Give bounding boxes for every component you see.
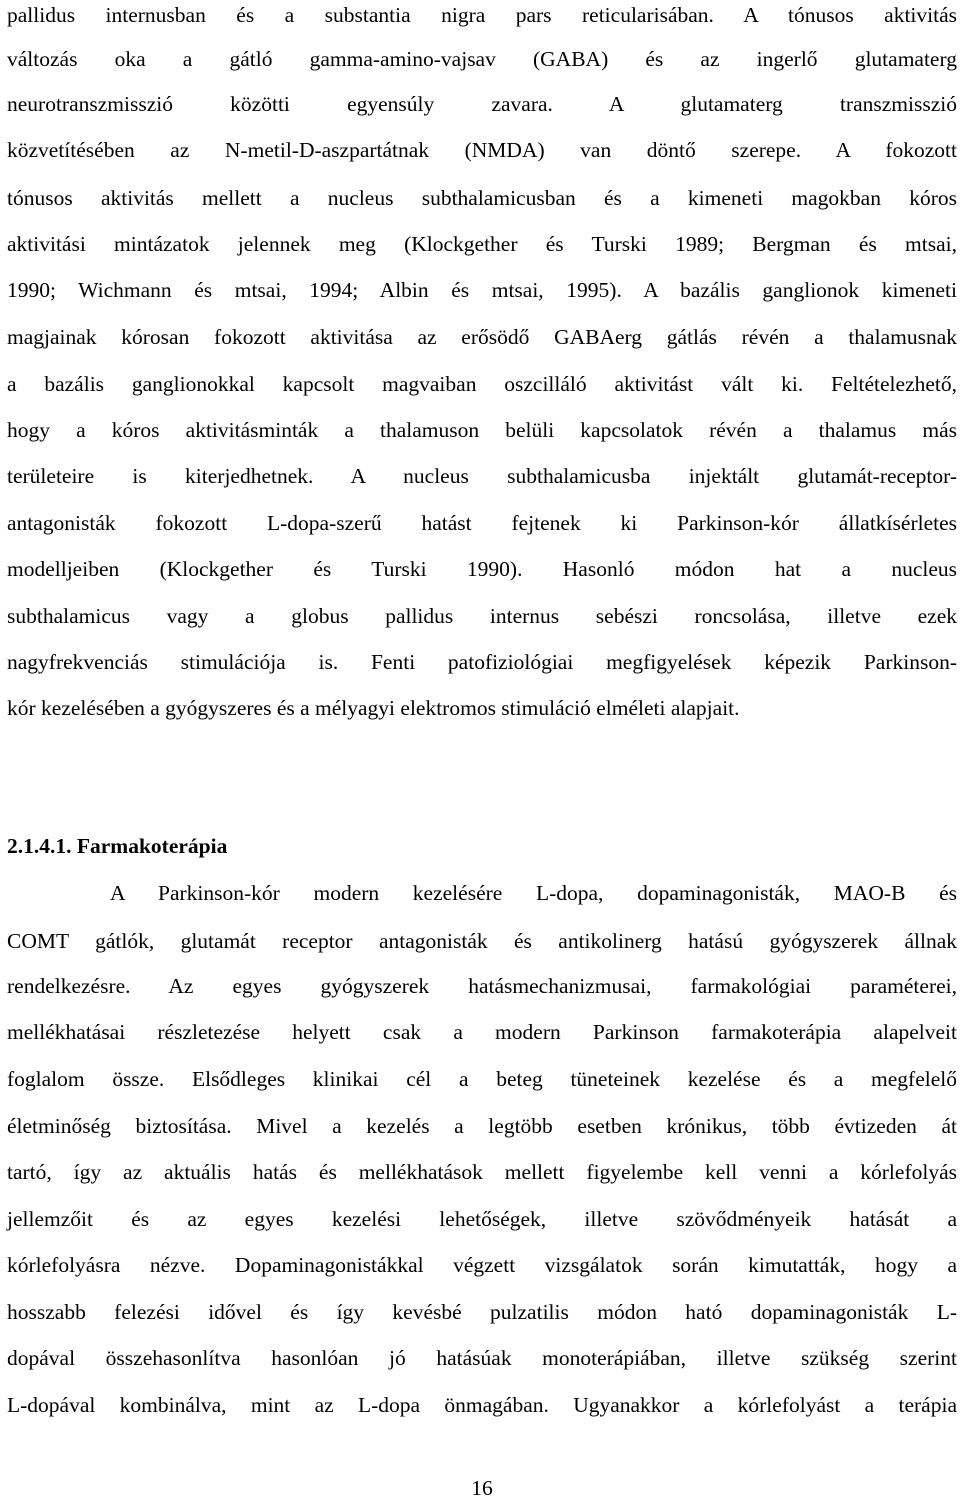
text-line: jellemzőit és az egyes kezelési lehetőségek, illetve szövődményeik hatását a: [7, 1207, 957, 1231]
text-line: aktivitási mintázatok jelennek meg (Klockgether és Turski 1989; Bergman és mtsai,: [7, 232, 957, 256]
text-line: hosszabb felezési idővel és így kevésbé pulzatilis módon ható dopaminagonisták L-: [7, 1300, 957, 1324]
section-heading: 2.1.4.1. Farmakoterápia: [7, 834, 228, 858]
text-line: nagyfrekvenciás stimulációja is. Fenti patofiziológiai megfigyelések képezik Parkinson-: [7, 650, 957, 674]
text-line: életminőség biztosítása. Mivel a kezelés a legtöbb esetben krónikus, több évtizeden át: [7, 1114, 957, 1138]
text-line: területeire is kiterjedhetnek. A nucleus subthalamicusba injektált glutamát-receptor-: [7, 464, 957, 488]
text-line: kórlefolyásra nézve. Dopaminagonistákkal végzett vizsgálatok során kimutatták, hogy a: [7, 1253, 957, 1277]
text-line: neurotranszmisszió közötti egyensúly zavara. A glutamaterg transzmisszió: [7, 92, 957, 116]
text-line: modelljeiben (Klockgether és Turski 1990). Hasonló módon hat a nucleus: [7, 557, 957, 581]
text-line: antagonisták fokozott L-dopa-szerű hatást fejtenek ki Parkinson-kór állatkísérletes: [7, 511, 957, 535]
text-line: mellékhatásai részletezése helyett csak a modern Parkinson farmakoterápia alapelveit: [7, 1020, 957, 1044]
text-line: rendelkezésre. Az egyes gyógyszerek hatásmechanizmusai, farmakológiai paraméterei,: [7, 974, 957, 998]
document-page: [7, 0, 957, 1502]
text-line: hogy a kóros aktivitásminták a thalamuson belüli kapcsolatok révén a thalamus más: [7, 418, 957, 442]
text-line: dopával összehasonlítva hasonlóan jó hatásúak monoterápiában, illetve szükség szerint: [7, 1346, 957, 1370]
text-line: tartó, így az aktuális hatás és mellékhatások mellett figyelembe kell venni a kórlefolyás: [7, 1160, 957, 1184]
text-line: 1990; Wichmann és mtsai, 1994; Albin és mtsai, 1995). A bazális ganglionok kimeneti: [7, 278, 957, 302]
text-line: pallidus internusban és a substantia nigra pars reticularisában. A tónusos aktivitás: [7, 3, 957, 27]
text-line: subthalamicus vagy a globus pallidus internus sebészi roncsolása, illetve ezek: [7, 604, 957, 628]
text-line: változás oka a gátló gamma-amino-vajsav (GABA) és az ingerlő glutamaterg: [7, 47, 957, 71]
text-line: COMT gátlók, glutamát receptor antagonisták és antikolinerg hatású gyógyszerek állnak: [7, 929, 957, 953]
text-line: foglalom össze. Elsődleges klinikai cél a beteg tüneteinek kezelése és a megfelelő: [7, 1067, 957, 1091]
text-line: A Parkinson-kór modern kezelésére L-dopa, dopaminagonisták, MAO-B és: [110, 881, 957, 905]
text-line: magjainak kórosan fokozott aktivitása az erősödő GABAerg gátlás révén a thalamusnak: [7, 325, 957, 349]
text-line: a bazális ganglionokkal kapcsolt magvaiban oszcilláló aktivitást vált ki. Feltételezhető,: [7, 372, 957, 396]
text-line: L-dopával kombinálva, mint az L-dopa önmagában. Ugyanakkor a kórlefolyást a terápia: [7, 1393, 957, 1417]
text-line: közvetítésében az N-metil-D-aszpartátnak (NMDA) van döntő szerepe. A fokozott: [7, 138, 957, 162]
text-line: tónusos aktivitás mellett a nucleus subthalamicusban és a kimeneti magokban kóros: [7, 186, 957, 210]
text-line: kór kezelésében a gyógyszeres és a mélyagyi elektromos stimuláció elméleti alapjait.: [7, 696, 740, 720]
page-number: 16: [471, 1476, 493, 1500]
